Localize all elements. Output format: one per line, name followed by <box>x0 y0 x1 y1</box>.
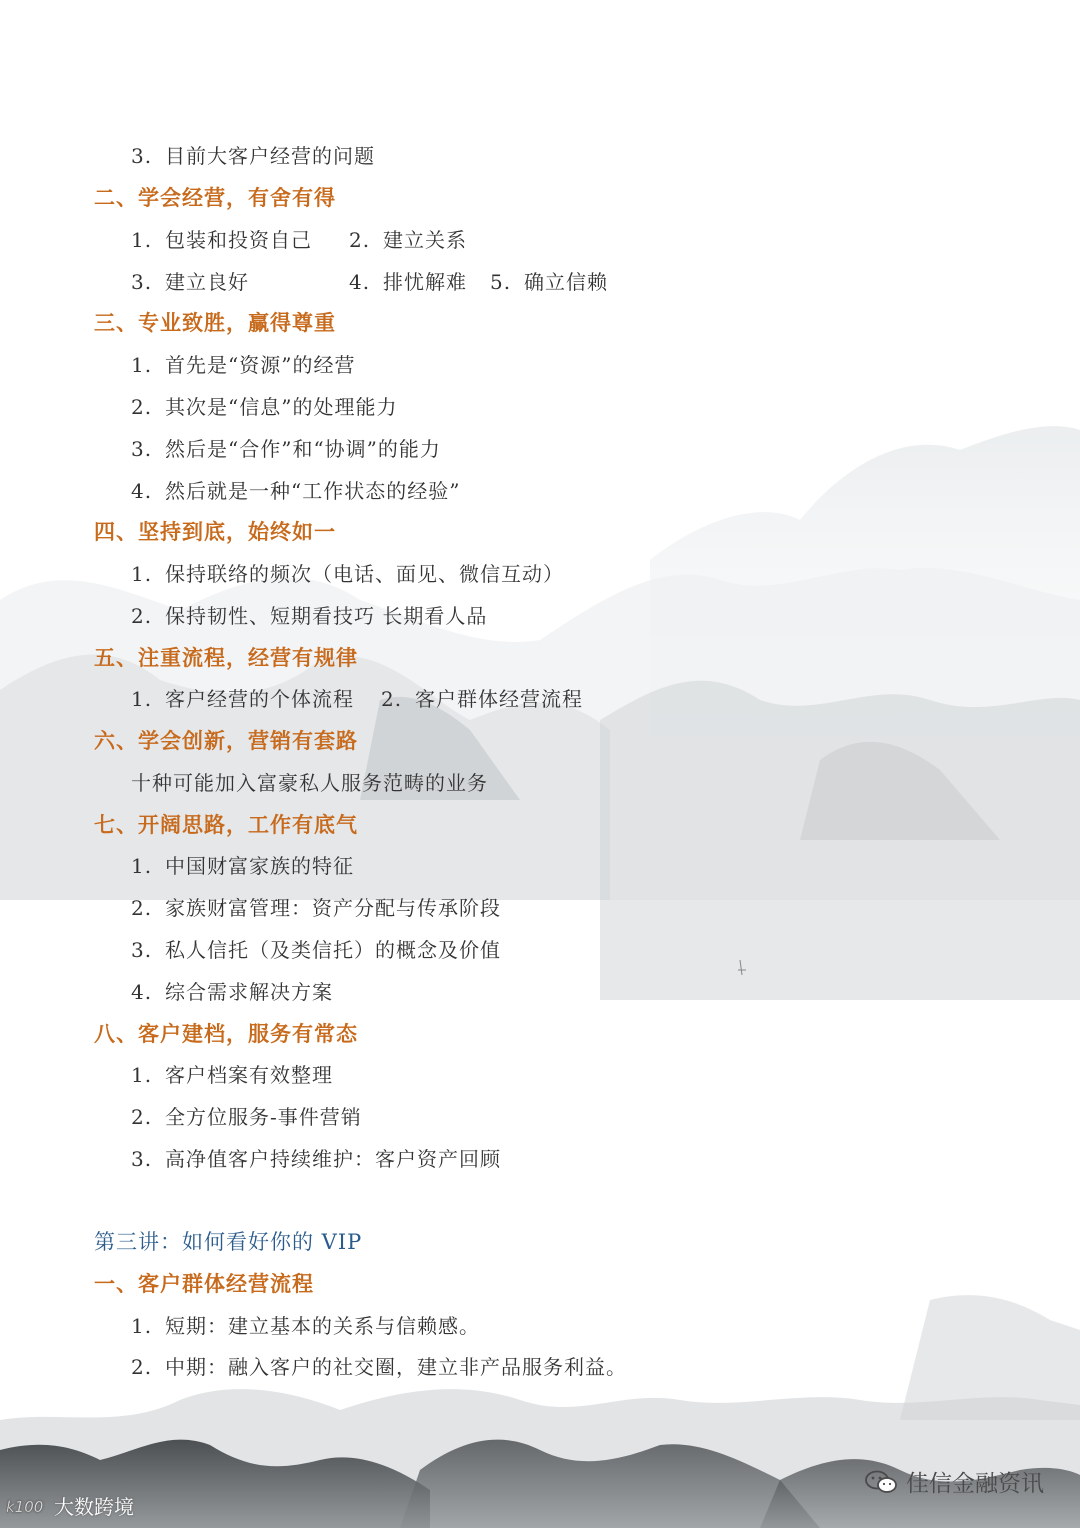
list-item <box>131 971 333 1013</box>
list-item <box>131 845 354 887</box>
wechat-watermark <box>864 1465 1044 1498</box>
list-row <box>0 678 1080 720</box>
list-item-number: 3. <box>131 938 153 962</box>
list-item <box>131 678 354 720</box>
list-item <box>131 1054 333 1096</box>
list-item-number: 1. <box>131 687 153 711</box>
section-heading: 五、注重流程，经营有规律 <box>94 645 358 670</box>
list-item-text: 全方位服务-事件营销 <box>165 1105 362 1129</box>
list-item-text: 中国财富家族的特征 <box>165 854 354 878</box>
list-item-text: 高净值客户持续维护：客户资产回顾 <box>165 1147 501 1171</box>
list-item-number: 1. <box>131 562 153 586</box>
list-item <box>131 1096 362 1138</box>
list-row <box>0 219 1080 261</box>
wechat-icon <box>864 1469 898 1495</box>
corner-watermark <box>6 1491 134 1520</box>
list-item <box>131 428 441 470</box>
list-item-number: 1. <box>131 228 153 252</box>
list-item <box>381 678 583 720</box>
list-item-number: 3. <box>131 1147 153 1171</box>
list-item <box>349 261 467 303</box>
list-item-text: 保持联络的频次（电话、面见、微信互动） <box>165 562 564 586</box>
list-item-text: 目前大客户经营的问题 <box>165 144 375 168</box>
list-item-number: 2. <box>131 1105 153 1129</box>
section-heading: 二、学会经营，有舍有得 <box>94 185 336 210</box>
list-item-number: 4. <box>349 270 371 294</box>
list-item <box>131 470 460 512</box>
list-item-text: 保持韧性、短期看技巧 长期看人品 <box>165 604 488 628</box>
list-item-text: 私人信托（及类信托）的概念及价值 <box>165 938 501 962</box>
list-item-text: 首先是“资源”的经营 <box>165 353 356 377</box>
list-item-text: 客户群体经营流程 <box>415 687 583 711</box>
list-item-number: 2. <box>381 687 403 711</box>
list-item <box>131 929 501 971</box>
paragraph-text: 十种可能加入富豪私人服务范畴的业务 <box>131 771 488 795</box>
list-item <box>131 1346 627 1388</box>
list-item <box>131 553 564 595</box>
watermark-left-text: 大数跨境 <box>54 1495 134 1519</box>
list-item-number: 3. <box>131 144 153 168</box>
list-item-number: 1. <box>131 1314 153 1338</box>
list-item-text: 客户经营的个体流程 <box>165 687 354 711</box>
list-item-text: 家族财富管理：资产分配与传承阶段 <box>165 896 501 920</box>
list-item <box>490 261 608 303</box>
list-item <box>131 386 397 428</box>
list-item-text: 其次是“信息”的处理能力 <box>165 395 398 419</box>
list-item-number: 4. <box>131 479 153 503</box>
list-item-number: 2. <box>131 896 153 920</box>
section-heading: 七、开阔思路，工作有底气 <box>94 812 358 837</box>
list-item <box>131 595 487 637</box>
list-row <box>0 261 1080 303</box>
section-heading: 三、专业致胜，赢得尊重 <box>94 310 336 335</box>
list-item <box>131 219 312 261</box>
list-item-number: 2. <box>131 1355 153 1379</box>
list-item <box>349 219 467 261</box>
list-item-text: 建立关系 <box>383 228 467 252</box>
list-item-text: 建立良好 <box>165 270 249 294</box>
list-item-number: 2. <box>349 228 371 252</box>
list-item-text: 排忧解难 <box>383 270 467 294</box>
list-item-number: 1. <box>131 353 153 377</box>
list-item-text: 然后就是一种“工作状态的经验” <box>165 479 461 503</box>
list-item-number: 5. <box>490 270 512 294</box>
list-item-text: 包装和投资自己 <box>165 228 312 252</box>
list-item-number: 1. <box>131 1063 153 1087</box>
list-item <box>131 1305 480 1347</box>
list-item-text: 中期：融入客户的社交圈，建立非产品服务利益。 <box>165 1355 627 1379</box>
list-item <box>131 135 375 177</box>
list-item-text: 确立信赖 <box>524 270 608 294</box>
list-item <box>131 1138 501 1180</box>
watermark-right-text: 佳信金融资讯 <box>906 1471 1044 1497</box>
list-item <box>131 887 501 929</box>
list-item-text: 客户档案有效整理 <box>165 1063 333 1087</box>
list-item-text: 然后是“合作”和“协调”的能力 <box>165 437 441 461</box>
section-heading: 四、坚持到底，始终如一 <box>94 519 336 544</box>
section-heading: 八、客户建档，服务有常态 <box>94 1021 358 1046</box>
list-item-number: 2. <box>131 395 153 419</box>
lecture-title: 第三讲：如何看好你的 VIP <box>94 1230 363 1254</box>
list-item-number: 2. <box>131 604 153 628</box>
list-item-number: 3. <box>131 270 153 294</box>
list-item-text: 短期：建立基本的关系与信赖感。 <box>165 1314 480 1338</box>
list-item-number: 3. <box>131 437 153 461</box>
svg-text:k100: k100 <box>6 1497 44 1516</box>
list-item <box>131 261 249 303</box>
section-heading: 一、客户群体经营流程 <box>94 1271 314 1296</box>
list-item-number: 4. <box>131 980 153 1004</box>
list-item-text: 综合需求解决方案 <box>165 980 333 1004</box>
section-heading: 六、学会创新，营销有套路 <box>94 728 358 753</box>
list-item-number: 1. <box>131 854 153 878</box>
list-item <box>131 344 355 386</box>
brand-logo-icon <box>6 1495 50 1517</box>
